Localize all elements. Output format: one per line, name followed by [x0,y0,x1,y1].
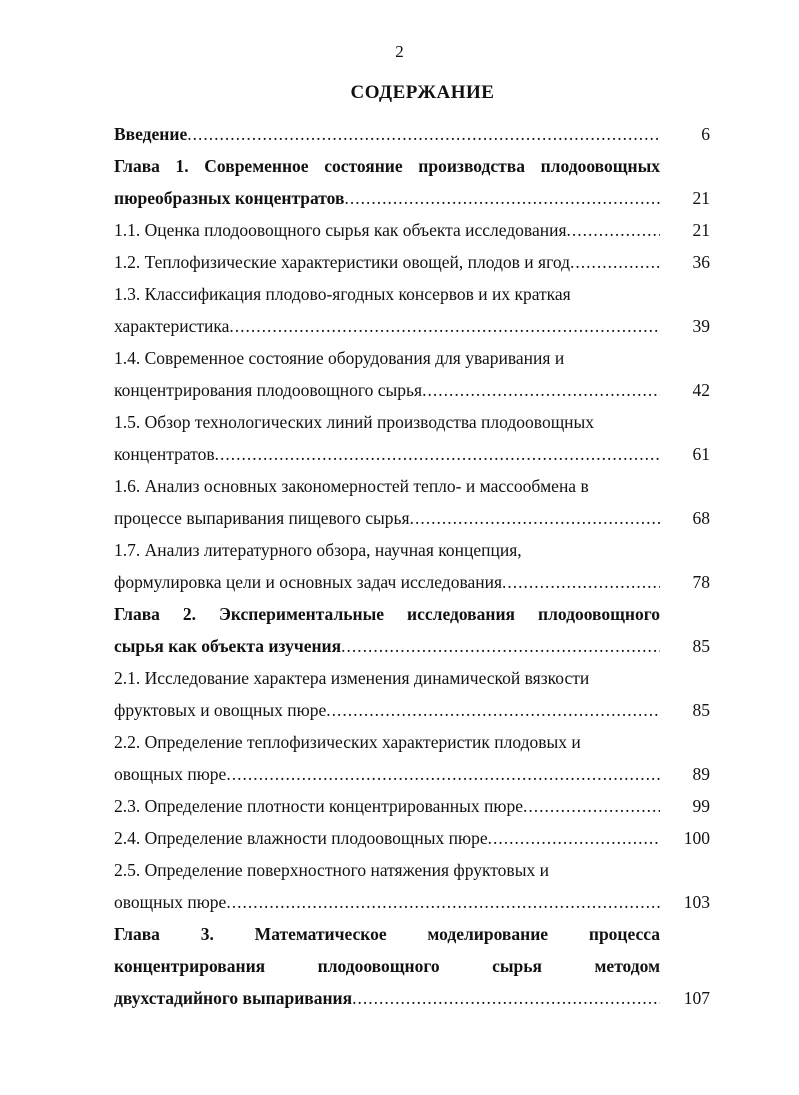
toc-entry-line: 2.5. Определение поверхностного натяжения фруктовых и [114,860,549,880]
toc-entry-label: процессе выпаривания пищевого сырья [114,508,410,528]
toc-entry-text [114,342,660,406]
toc-entry [114,854,710,918]
toc-entry-label: овощных пюре [114,892,227,912]
toc-entry-text [114,598,660,662]
toc-entry-text [114,918,660,1014]
toc-entry [114,214,710,246]
toc-title: СОДЕРЖАНИЕ [350,82,495,103]
page-number: 2 [395,42,404,61]
toc-entry-text [114,406,660,470]
toc-page-number: 107 [683,988,710,1008]
dot-leader [226,758,660,790]
toc-entry-text [114,854,660,918]
toc-page-number: 36 [692,252,710,272]
toc-entry-label: характеристика [114,316,230,336]
toc-page-number: 42 [692,380,710,400]
toc-entry-line: Глава 3. Математическое моделирование процесса [114,924,660,944]
toc-entry-label: 1.2. Теплофизические характеристики овощей, плодов и ягод [114,252,570,272]
toc-page-number: 68 [692,508,710,528]
toc-entry-label: Введение [114,124,188,144]
toc-entry-text [114,822,660,854]
toc-page-number: 61 [692,444,710,464]
toc-entry-label: пюреобразных концентратов [114,188,345,208]
toc-entry-text [114,278,660,342]
dot-leader [326,694,660,726]
toc-entry-line: Глава 2. Экспериментальные исследования плодоовощного [114,604,660,624]
toc-entry-text [114,214,660,246]
toc-entry-label: концентратов [114,444,215,464]
toc-entry [114,534,710,598]
dot-leader [341,630,660,662]
toc-entry-label: фруктовых и овощных пюре [114,700,327,720]
toc-entry [114,662,710,726]
toc-entry [114,278,710,342]
toc-entry [114,406,710,470]
toc-entry-text [114,534,660,598]
toc-page-number: 103 [683,892,710,912]
table-of-contents [114,118,710,1014]
toc-entry [114,246,710,278]
toc-page-number: 21 [692,220,710,240]
dot-leader [410,502,660,534]
dot-leader [502,566,660,598]
toc-entry-text [114,470,660,534]
dot-leader [567,214,660,246]
toc-entry-text [114,662,660,726]
dot-leader [226,886,660,918]
toc-entry-label: овощных пюре [114,764,227,784]
toc-entry [114,726,710,790]
toc-entry [114,342,710,406]
toc-entry-line: 1.3. Классификация плодово-ягодных консервов и их краткая [114,284,571,304]
dot-leader [570,246,660,278]
toc-entry-text [114,726,660,790]
toc-entry-text [114,118,660,150]
toc-entry [114,918,710,1014]
dot-leader [215,438,660,470]
dot-leader [352,982,660,1014]
dot-leader [488,822,660,854]
toc-entry-line: Глава 1. Современное состояние производства плодоовощных [114,156,660,176]
toc-entry-line: 2.2. Определение теплофизических характеристик плодовых и [114,732,581,752]
toc-entry-line: 2.1. Исследование характера изменения динамической вязкости [114,668,590,688]
dot-leader [422,374,660,406]
toc-page-number: 100 [683,828,710,848]
toc-entry-text [114,150,660,214]
toc-page-number: 6 [701,124,710,144]
toc-entry [114,790,710,822]
dot-leader [229,310,660,342]
toc-entry-text [114,246,660,278]
toc-entry-line: концентрирования плодоовощного сырья методом [114,956,660,976]
toc-entry-label: 1.1. Оценка плодоовощного сырья как объекта исследования [114,220,567,240]
dot-leader [523,790,660,822]
toc-entry-line: 1.7. Анализ литературного обзора, научная концепция, [114,540,522,560]
toc-entry-line: 1.6. Анализ основных закономерностей тепло- и массообмена в [114,476,589,496]
toc-page-number: 85 [692,700,710,720]
toc-entry-label: 2.3. Определение плотности концентрированных пюре [114,796,524,816]
toc-entry-label: формулировка цели и основных задач исследования [114,572,503,592]
toc-entry [114,470,710,534]
toc-entry [114,598,710,662]
toc-entry-label: концентрирования плодоовощного сырья [114,380,423,400]
toc-entry-label: сырья как объекта изучения [114,636,342,656]
toc-entry-text [114,790,660,822]
toc-page-number: 85 [692,636,710,656]
dot-leader [187,118,660,150]
dot-leader [344,182,660,214]
toc-entry [114,118,710,150]
toc-page-number: 39 [692,316,710,336]
toc-entry [114,822,710,854]
toc-page-number: 78 [692,572,710,592]
toc-page-number: 99 [692,796,710,816]
toc-entry-line: 1.5. Обзор технологических линий производства плодоовощных [114,412,595,432]
toc-entry-label: 2.4. Определение влажности плодоовощных пюре [114,828,488,848]
toc-entry [114,150,710,214]
toc-entry-line: 1.4. Современное состояние оборудования для уваривания и [114,348,565,368]
toc-page-number: 21 [692,188,710,208]
toc-entry-label: двухстадийного выпаривания [114,988,353,1008]
toc-page-number: 89 [692,764,710,784]
